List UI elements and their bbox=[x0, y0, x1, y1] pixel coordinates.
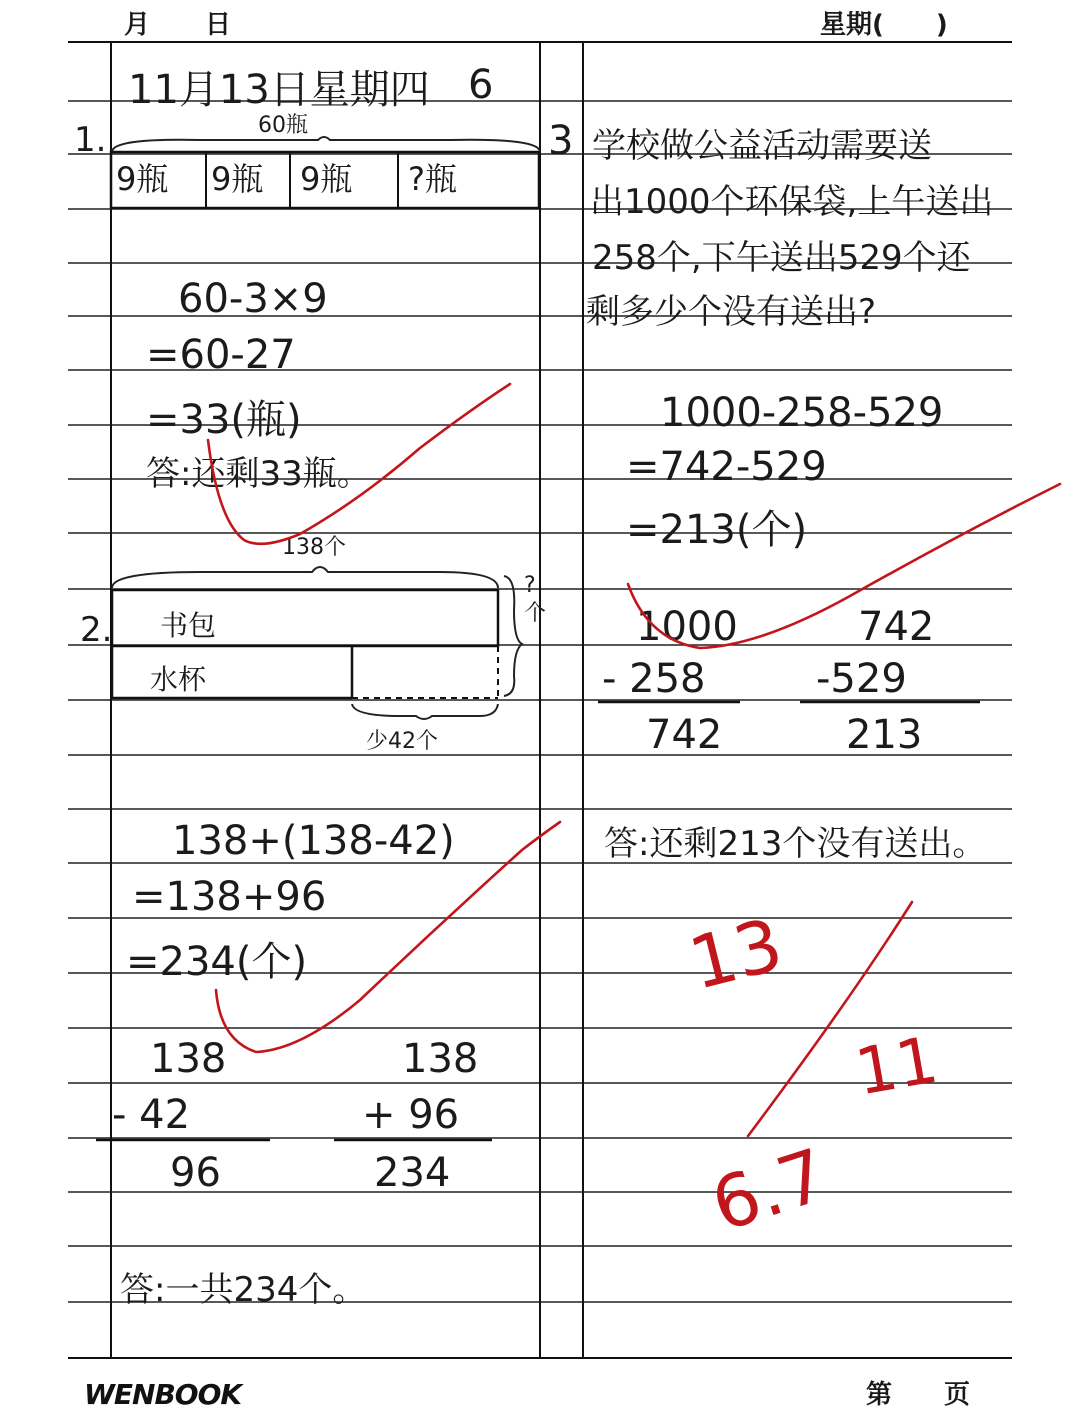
q2-vert1-top: 138 bbox=[150, 1036, 227, 1082]
q1-diagram-total: 60瓶 bbox=[258, 113, 308, 138]
grade-score-mark-1: 13 bbox=[681, 902, 791, 1006]
q3-vert1-top: 1000 bbox=[636, 604, 738, 650]
q1-cell-1: 9瓶 bbox=[116, 160, 169, 198]
q3-problem-line-2: 出1000个环保袋,上午送出 bbox=[590, 182, 994, 222]
q1-cell-4: ?瓶 bbox=[408, 160, 457, 198]
q1-check-mark-icon bbox=[208, 384, 510, 544]
q2-vert2-result: 234 bbox=[374, 1150, 451, 1196]
q3-work-line-1: 1000-258-529 bbox=[660, 390, 944, 436]
q3-check-mark-icon bbox=[628, 484, 1060, 648]
q1-cell-3: 9瓶 bbox=[300, 160, 353, 198]
date-line: 11月13日星期四 bbox=[128, 67, 430, 113]
page-label-1: 第 bbox=[866, 1380, 893, 1410]
q2-bar2-label: 水杯 bbox=[150, 663, 207, 696]
q3-problem-line-4: 剩多少个没有送出? bbox=[586, 292, 877, 332]
q2-work-line-2: =138+96 bbox=[132, 874, 327, 920]
q3-vert1-op: - 258 bbox=[602, 656, 706, 702]
q2-bar1-label: 书包 bbox=[160, 609, 217, 642]
month-label: 月 bbox=[124, 10, 151, 40]
weekday-label: 星期( ) bbox=[820, 10, 948, 40]
q2-vert2-op: + 96 bbox=[362, 1092, 460, 1138]
q1-work-line-2: =60-27 bbox=[146, 332, 296, 378]
q1-work-line-3: =33(瓶) bbox=[146, 397, 302, 443]
q3-problem-line-3: 258个,下午送出529个还 bbox=[592, 238, 971, 278]
q2-diagram-total: 138个 bbox=[282, 535, 346, 560]
q3-work-line-2: =742-529 bbox=[626, 444, 827, 490]
q2-number: 2. bbox=[80, 610, 113, 650]
q1-answer: 答:还剩33瓶。 bbox=[146, 454, 371, 494]
q3-vert2-result: 213 bbox=[846, 712, 923, 758]
q3-vert1-result: 742 bbox=[646, 712, 723, 758]
q3-problem-line-1: 学校做公益活动需要送 bbox=[592, 126, 932, 166]
q2-answer: 答:一共234个。 bbox=[120, 1270, 367, 1310]
q2-work-line-3: =234(个) bbox=[126, 939, 308, 985]
q2-diff-label: 少42个 bbox=[366, 729, 438, 754]
q3-answer: 答:还剩213个没有送出。 bbox=[604, 824, 987, 864]
q3-number: 3 bbox=[548, 118, 574, 164]
page-label-2: 页 bbox=[944, 1380, 971, 1410]
q2-vert1-op: - 42 bbox=[112, 1092, 191, 1138]
q2-question-mark: ?个 bbox=[524, 573, 547, 626]
q2-work-line-1: 138+(138-42) bbox=[172, 818, 455, 864]
grade-date-mark: 6.7 bbox=[701, 1132, 837, 1248]
date-number: 6 bbox=[468, 62, 494, 108]
brand-logo: WENBOOK bbox=[84, 1378, 242, 1411]
grade-score-mark-2: 11 bbox=[850, 1023, 944, 1111]
q3-vert2-top: 742 bbox=[858, 604, 935, 650]
q1-cell-2: 9瓶 bbox=[211, 160, 264, 198]
q2-vert2-top: 138 bbox=[402, 1036, 479, 1082]
grade-slash-icon bbox=[748, 902, 912, 1136]
q3-work-line-3: =213(个) bbox=[626, 507, 808, 553]
day-label: 日 bbox=[205, 10, 232, 40]
q1-work-line-1: 60-3×9 bbox=[178, 276, 328, 322]
q1-number: 1. bbox=[74, 120, 107, 160]
q3-vert2-op: -529 bbox=[816, 656, 907, 702]
q2-vert1-result: 96 bbox=[170, 1150, 221, 1196]
q2-check-mark-icon bbox=[216, 822, 560, 1052]
